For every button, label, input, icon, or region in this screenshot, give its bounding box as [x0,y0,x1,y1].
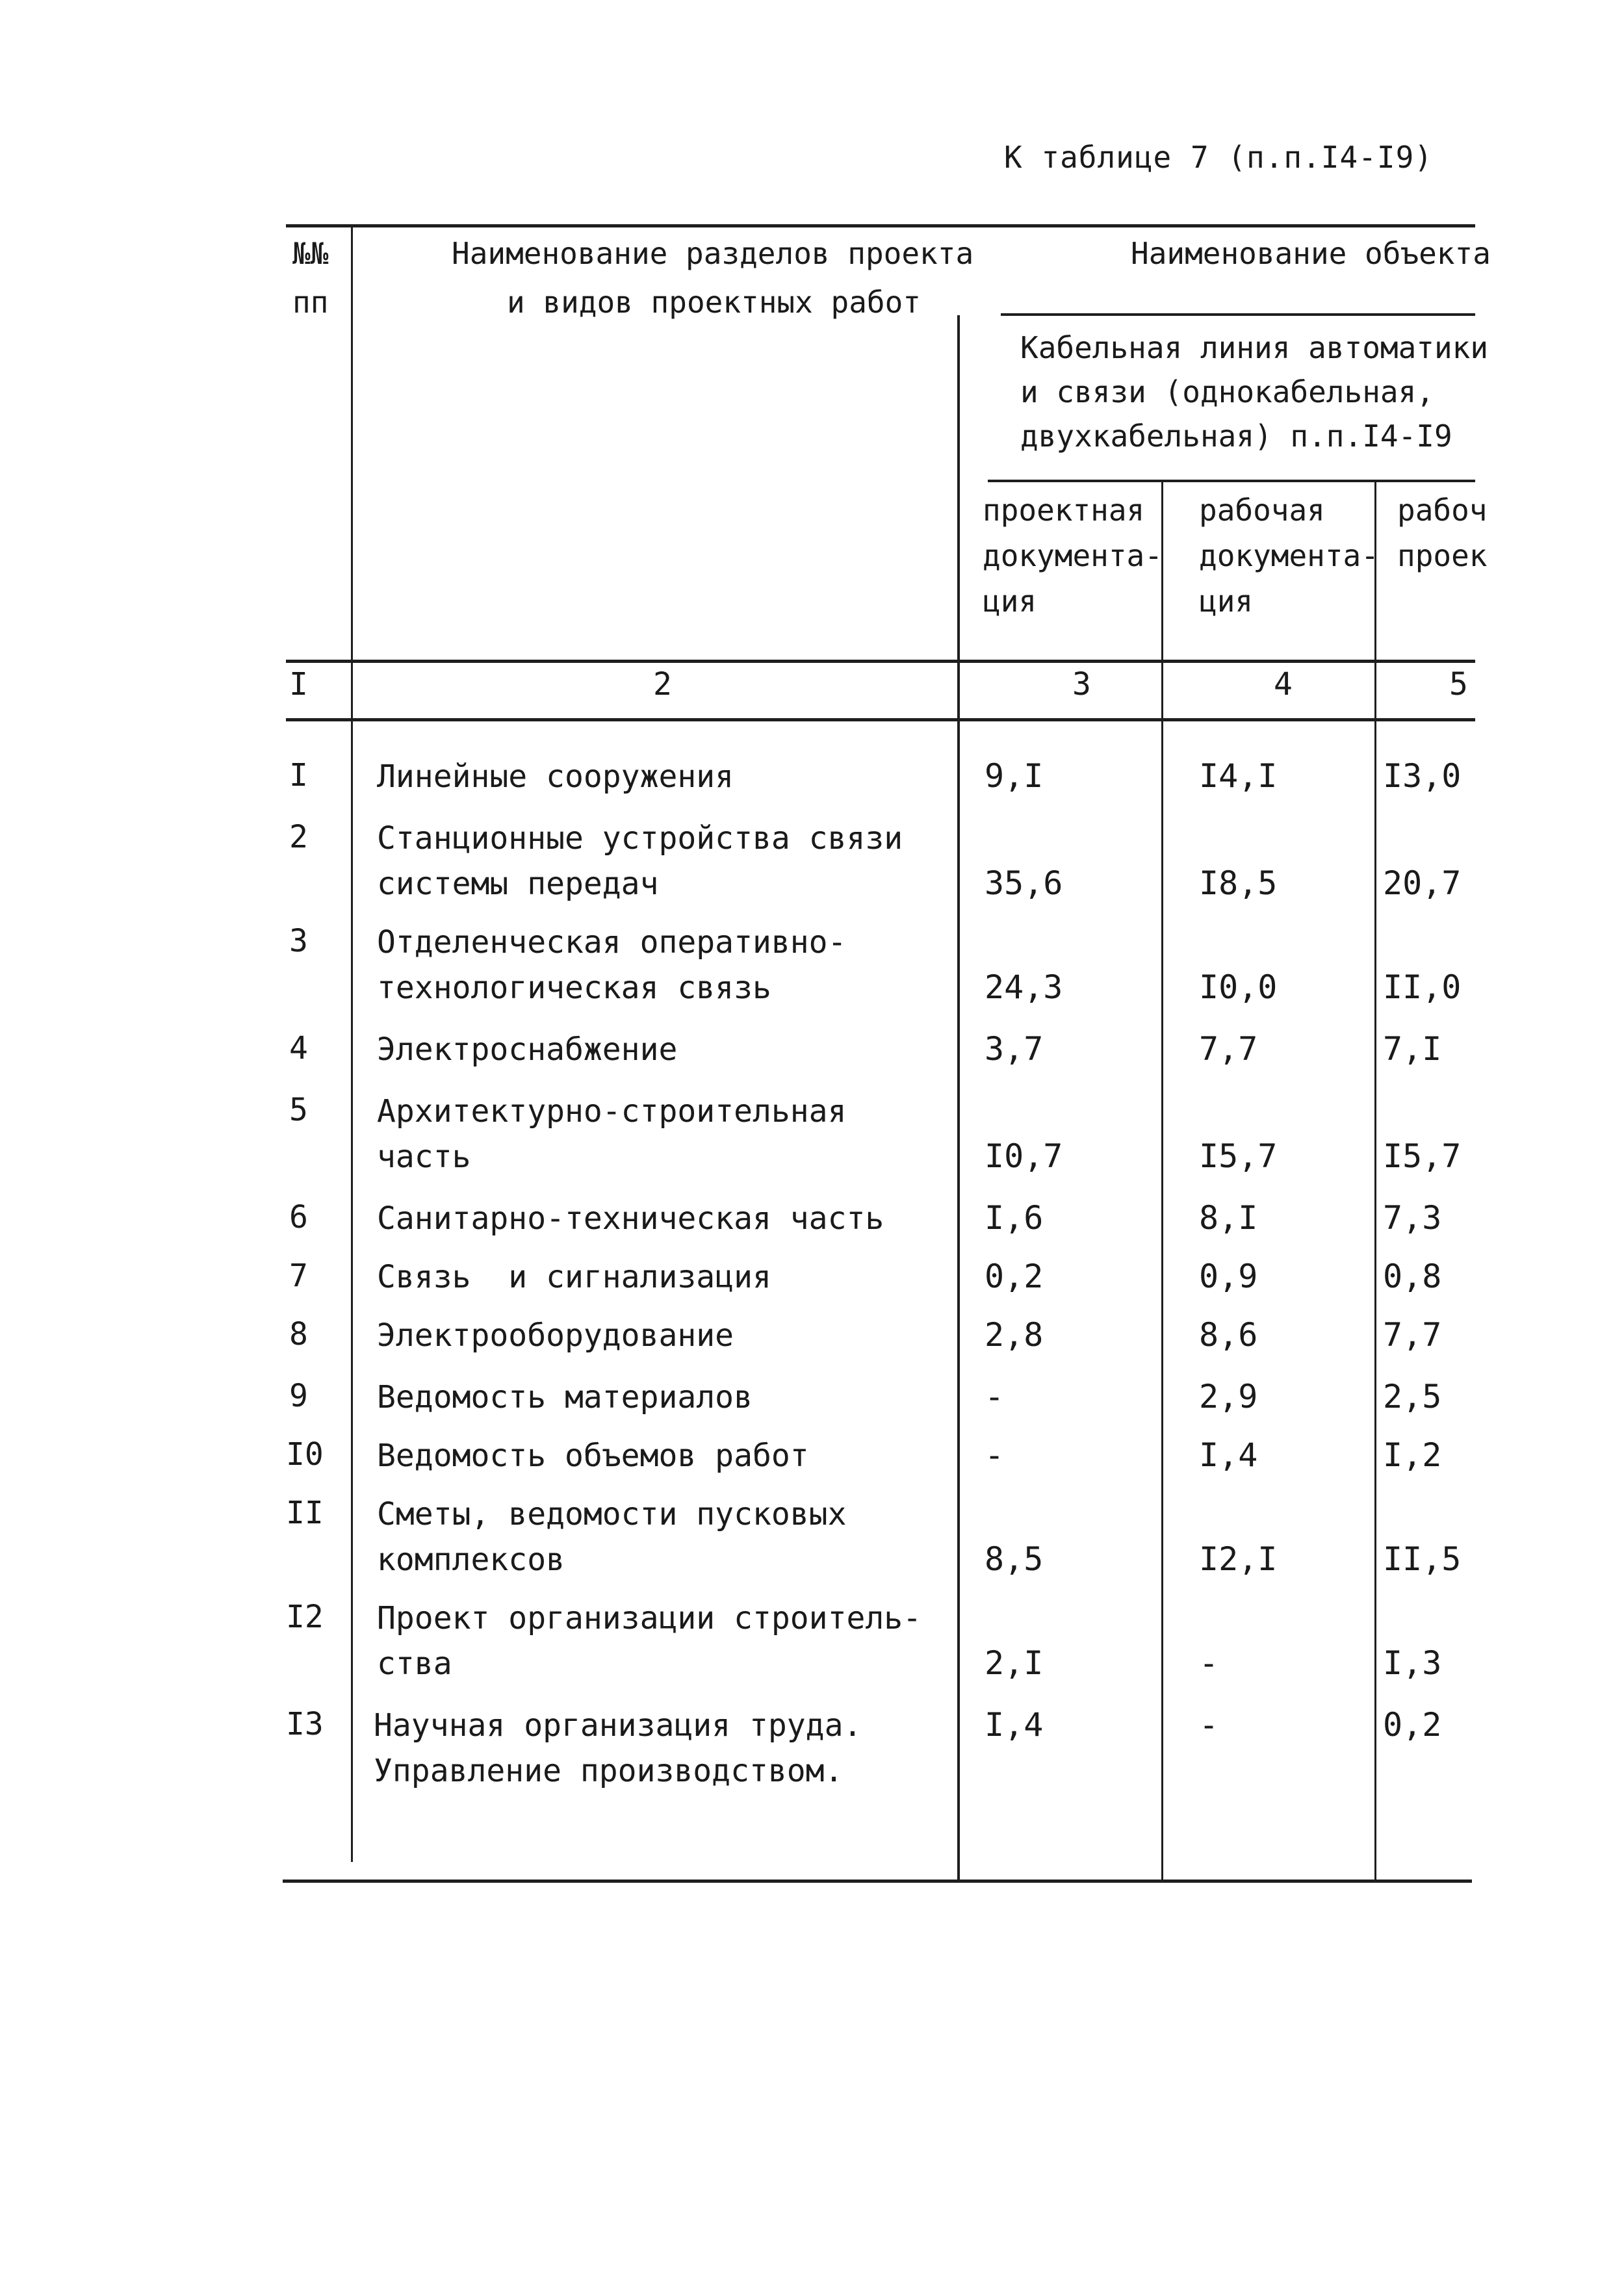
row-value-col5: I5,7 [1383,1137,1462,1175]
col-divider-3 [1161,482,1163,1880]
index-col-1: I [289,666,308,703]
header-object-title: Наименование объекта [1131,236,1491,271]
row-value-col3: I,6 [985,1199,1044,1237]
header-no-line-1: №№ [292,236,329,271]
header-sub-5-line-1: рабоч [1397,493,1488,528]
row-value-col5: II,5 [1383,1540,1462,1578]
row-name-line: Управление производством. [374,1753,844,1789]
row-value-col4: I8,5 [1199,864,1278,902]
row-name-line: Ведомость объемов работ [377,1438,809,1474]
object-title-rule [1001,313,1475,316]
header-object-name-line-3: двухкабельная) п.п.I4-I9 [1020,419,1452,454]
object-name-rule [988,480,1475,482]
row-value-col5: II,0 [1383,968,1462,1006]
header-bottom-rule [286,660,1475,663]
row-name-line: Связь и сигнализация [377,1259,771,1295]
row-value-col5: 0,8 [1383,1258,1442,1295]
row-value-col5: 7,7 [1383,1316,1442,1354]
row-name-line: Электроснабжение [377,1031,678,1068]
row-number: II [286,1495,324,1531]
row-name-line: Сметы, ведомости пусковых [377,1496,847,1532]
row-value-col3: 9,I [985,757,1044,795]
index-row-rule [286,718,1475,721]
row-name-line: часть [377,1139,471,1175]
row-value-col3: I0,7 [985,1137,1063,1175]
row-value-col4: 0,9 [1199,1258,1258,1295]
row-number: 4 [289,1030,308,1066]
row-number: I2 [286,1599,324,1635]
index-col-3: 3 [1072,666,1091,703]
row-value-col4: I2,I [1199,1540,1278,1578]
row-name-line: системы передач [377,866,659,902]
row-value-col5: 0,2 [1383,1706,1442,1744]
row-name-line: Отделенческая оперативно- [377,924,847,961]
row-value-col3: 35,6 [985,864,1063,902]
table-bottom-rule [283,1880,1472,1883]
table-caption: К таблице 7 (п.п.I4-I9) [1004,140,1433,175]
header-name-line-1: Наименование разделов проекта [452,236,974,271]
header-sub-5-line-2: проек [1397,538,1488,573]
row-value-col3: - [985,1436,1005,1474]
row-name-line: Линейные сооружения [377,758,734,795]
header-sub-4-line-1: рабочая [1199,493,1325,528]
row-name-line: ства [377,1646,452,1682]
row-name-line: Станционные устройства связи [377,820,903,857]
row-number: I [289,757,308,794]
row-value-col4: - [1199,1706,1219,1744]
row-number: 7 [289,1258,308,1294]
row-value-col3: I,4 [985,1706,1044,1744]
row-name-line: Проект организации строитель- [377,1600,922,1636]
row-value-col5: 2,5 [1383,1378,1442,1415]
row-number: 6 [289,1199,308,1235]
row-value-col5: 20,7 [1383,864,1462,902]
row-value-col4: 2,9 [1199,1378,1258,1415]
row-value-col3: 0,2 [985,1258,1044,1295]
row-number: 3 [289,923,308,959]
row-value-col4: I5,7 [1199,1137,1278,1175]
row-number: 9 [289,1378,308,1414]
row-value-col4: I4,I [1199,757,1278,795]
row-number: 5 [289,1092,308,1128]
row-value-col3: 8,5 [985,1540,1044,1578]
row-value-col3: - [985,1378,1005,1415]
header-name-line-2: и видов проектных работ [507,285,921,320]
header-sub-4-line-2: документа- [1199,538,1379,573]
row-value-col3: 2,I [985,1644,1044,1682]
row-number: I3 [286,1706,324,1742]
row-name-line: технологическая связь [377,970,771,1006]
row-value-col4: I,4 [1199,1436,1258,1474]
row-number: 2 [289,819,308,855]
row-value-col5: I,3 [1383,1644,1442,1682]
col-divider-2 [957,315,960,1880]
row-value-col4: 7,7 [1199,1030,1258,1068]
row-name-line: комплексов [377,1542,565,1578]
row-value-col4: I0,0 [1199,968,1278,1006]
row-value-col5: I3,0 [1383,757,1462,795]
row-value-col3: 3,7 [985,1030,1044,1068]
index-col-4: 4 [1274,666,1293,703]
row-value-col4: 8,I [1199,1199,1258,1237]
row-name-line: Научная организация труда. [374,1707,862,1744]
row-name-line: Санитарно-техническая часть [377,1200,884,1237]
header-no-line-2: пп [292,285,329,320]
header-sub-3-line-3: ция [983,584,1037,619]
header-sub-3-line-2: документа- [983,538,1163,573]
row-value-col5: 7,3 [1383,1199,1442,1237]
row-name-line: Электрооборудование [377,1317,734,1354]
row-value-col5: I,2 [1383,1436,1442,1474]
header-object-name-line-2: и связи (однокабельная, [1020,374,1434,409]
row-value-col3: 2,8 [985,1316,1044,1354]
row-value-col4: - [1199,1644,1219,1682]
row-name-line: Ведомость материалов [377,1379,753,1415]
header-object-name-line-1: Кабельная линия автоматики [1020,330,1489,365]
row-name-line: Архитектурно-строительная [377,1093,847,1130]
index-col-2: 2 [653,666,672,703]
row-value-col5: 7,I [1383,1030,1442,1068]
col-divider-1 [351,224,353,1862]
row-number: I0 [286,1436,324,1473]
header-sub-4-line-3: ция [1199,584,1254,619]
row-value-col3: 24,3 [985,968,1063,1006]
col-divider-4 [1374,482,1376,1880]
index-col-5: 5 [1449,666,1468,703]
row-value-col4: 8,6 [1199,1316,1258,1354]
row-number: 8 [289,1316,308,1352]
table-top-rule [286,224,1475,227]
header-sub-3-line-1: проектная [983,493,1145,528]
